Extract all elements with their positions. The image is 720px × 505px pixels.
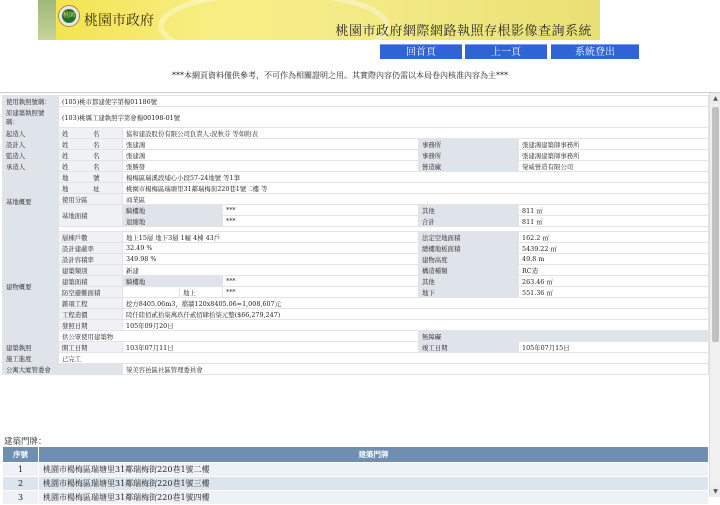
- disclaimer-notice: ***本網頁資料僅供參考，不可作為相關證明之用。其實際內容仍需以本局卷內核准內容為主***: [172, 71, 508, 80]
- home-button[interactable]: 回首頁: [380, 44, 462, 59]
- site-total-label: 合計: [419, 216, 519, 227]
- retreat-label: 退縮地: [123, 216, 223, 227]
- contractor-firm-label: 營造廠: [419, 161, 519, 172]
- address-label: 地 址: [59, 183, 123, 194]
- far-value: 349.98 %: [123, 254, 419, 265]
- address-header: 建築門牌: [39, 447, 709, 463]
- supervisor-value: 張建鴻: [123, 150, 419, 161]
- address-no: 2: [3, 477, 39, 491]
- arcade-label: 騎樓地: [123, 205, 223, 216]
- bldg-arcade-label: 騎樓地: [123, 276, 223, 287]
- public-use-label: 供公眾使用建築物: [59, 331, 419, 342]
- site-other-label: 其他: [419, 205, 519, 216]
- original-license-label: 原建築執照號碼：: [3, 107, 59, 128]
- detail-frame: [0, 92, 720, 497]
- issue-date-label: 發照日期: [59, 320, 123, 331]
- site-other-value: 811 ㎡: [519, 205, 709, 216]
- designer-label: 設計人: [3, 139, 59, 150]
- license-info-table: [2, 95, 709, 375]
- committee-label: 公寓大廈管委會: [3, 364, 123, 375]
- designer-name-label: 姓 名: [59, 139, 123, 150]
- open-space-value: 162.2 ㎡: [519, 232, 709, 243]
- structure-label: 構造種類: [419, 265, 519, 276]
- finish-date-value: 105年07月15日: [519, 342, 709, 353]
- committee-value: 滎美容邑區社區管理委員會: [123, 364, 709, 375]
- open-space-label: 法定空地面積: [419, 232, 519, 243]
- system-title: 桃園市政府網際網路執照存根影像查詢系統: [335, 24, 592, 39]
- zone-label: 使用分區: [59, 194, 123, 205]
- total-floor-label: 總樓地板面積: [419, 243, 519, 254]
- progress-value: 已完工: [59, 353, 709, 364]
- seal-text: 桃園: [62, 9, 76, 23]
- address-table: [2, 446, 709, 505]
- starter-value: 協和建設股份有限公司負責人:況秋芬 等如附表: [123, 128, 709, 139]
- address-header-row: [3, 447, 709, 463]
- site-summary-label: 基地概要: [3, 172, 59, 232]
- contractor-name-label: 姓 名: [59, 161, 123, 172]
- bldg-area-label: 建築面積: [59, 276, 123, 287]
- address-value: 桃園市楊梅區瑞塘里31鄰瑞梅街220巷1號四樓: [39, 491, 709, 505]
- scroll-up-icon[interactable]: ▲: [710, 93, 720, 104]
- start-date-value: 103年07月11日: [123, 342, 419, 353]
- address-value: 桃園市楊梅區瑞塘里31鄰瑞梅街220巷1號三樓: [39, 477, 709, 491]
- logout-button[interactable]: 系統登出: [551, 44, 639, 59]
- site-banner: [38, 0, 600, 40]
- shelter-above-label: 地上: [179, 288, 196, 297]
- starter-label: 起造人: [3, 128, 59, 139]
- supervisor-label: 監造人: [3, 150, 59, 161]
- floors-label: 層棟戶數: [59, 232, 123, 243]
- designer-value: 張建鴻: [123, 139, 419, 150]
- lot-value: 楊梅區瑞溪段埔心小段57-24地號 等1筆: [123, 172, 709, 183]
- barrier-free-label: 無障礙: [419, 331, 709, 342]
- category-label: 建築類別: [59, 265, 123, 276]
- coverage-value: 32.49 %: [123, 243, 419, 254]
- bldg-other-label: 其他: [419, 276, 519, 287]
- scrollbar-thumb[interactable]: [712, 107, 719, 342]
- start-date-label: 開工日期: [59, 342, 123, 353]
- usage-license-label: 使用執照號碼：: [3, 96, 59, 107]
- address-no-header: 序號: [3, 447, 39, 463]
- contractor-firm-value: 滎威營造有限公司: [519, 161, 709, 172]
- zone-value: 商業區: [123, 194, 709, 205]
- vertical-scrollbar[interactable]: [709, 93, 720, 497]
- address-value: 桃園市楊梅區瑞塘里31鄰瑞梅街220巷1號二樓: [39, 463, 709, 477]
- cost-value: 陸仟陸佰貳拾柒萬玖仟貳佰肆拾柒元整($66,279,247): [123, 309, 709, 320]
- coverage-label: 設計建蔽率: [59, 243, 123, 254]
- original-license-value: (103)桃縣工建執照字第會楊00198-01號: [59, 107, 709, 128]
- finish-date-label: 竣工日期: [419, 342, 519, 353]
- scroll-down-icon[interactable]: ▼: [710, 486, 720, 497]
- table-row: [3, 463, 709, 477]
- height-label: 建物高度: [419, 254, 519, 265]
- usage-license-value: (105)桃市都建使字第楊01186號: [59, 96, 709, 107]
- contractor-value: 張勝發: [123, 161, 419, 172]
- floors-value: 地上15層 地下3層 1幢 4棟 43戶: [123, 232, 419, 243]
- issue-date-value: 105年09月20日: [123, 320, 709, 331]
- supervisor-name-label: 姓 名: [59, 150, 123, 161]
- starter-name-label: 姓 名: [59, 128, 123, 139]
- site-total-value: 811 ㎡: [519, 216, 709, 227]
- misc-label: 雜項工程: [59, 298, 123, 309]
- table-row: [3, 491, 709, 505]
- retreat-value: ***: [223, 216, 419, 227]
- building-summary-label: 建物概要: [3, 232, 59, 342]
- city-seal-logo: [58, 5, 80, 27]
- table-row: [3, 477, 709, 491]
- site-area-label: 基地面積: [59, 205, 123, 227]
- contractor-label: 承造人: [3, 161, 59, 172]
- supervisor-office-label: 事務所: [419, 150, 519, 161]
- height-value: 49.8 m: [519, 254, 709, 265]
- shelter-below-label: 地下: [419, 287, 519, 298]
- address-no: 1: [3, 463, 39, 477]
- government-name: 桃園市政府: [84, 13, 154, 29]
- misc-value: 挖方8405.06m3，擋牆120x8405.06=1,008,607元: [123, 298, 709, 309]
- structure-value: RC造: [519, 265, 709, 276]
- shelter-label: 防空避難面積: [59, 287, 123, 298]
- banner-decoration: [38, 0, 56, 40]
- permit-label: 建築執照: [3, 342, 59, 353]
- arcade-value: ***: [223, 205, 419, 216]
- bldg-other-value: 263.46 ㎡: [519, 276, 709, 287]
- bldg-arcade-value: ***: [223, 276, 419, 287]
- address-no: 3: [3, 491, 39, 505]
- total-floor-value: 5439.22 ㎡: [519, 243, 709, 254]
- address-value: 桃園市楊梅區瑞塘里31鄰瑞梅街220巷1號二樓 等: [123, 183, 709, 194]
- address-section-title: 建築門牌：: [4, 437, 47, 447]
- back-button[interactable]: 上一頁: [465, 44, 547, 59]
- progress-label: 施工進度: [3, 353, 59, 364]
- designer-office-label: 事務所: [419, 139, 519, 150]
- shelter-above-value: ***: [223, 287, 419, 298]
- category-value: 新建: [123, 265, 419, 276]
- designer-office-value: 張建鴻建築師事務所: [519, 139, 709, 150]
- shelter-below-value: 551.36 ㎡: [519, 287, 709, 298]
- supervisor-office-value: 張建鴻建築師事務所: [519, 150, 709, 161]
- cost-label: 工程造價: [59, 309, 123, 320]
- far-label: 設計容積率: [59, 254, 123, 265]
- shelter-above-cell: [123, 287, 223, 298]
- lot-label: 地 號: [59, 172, 123, 183]
